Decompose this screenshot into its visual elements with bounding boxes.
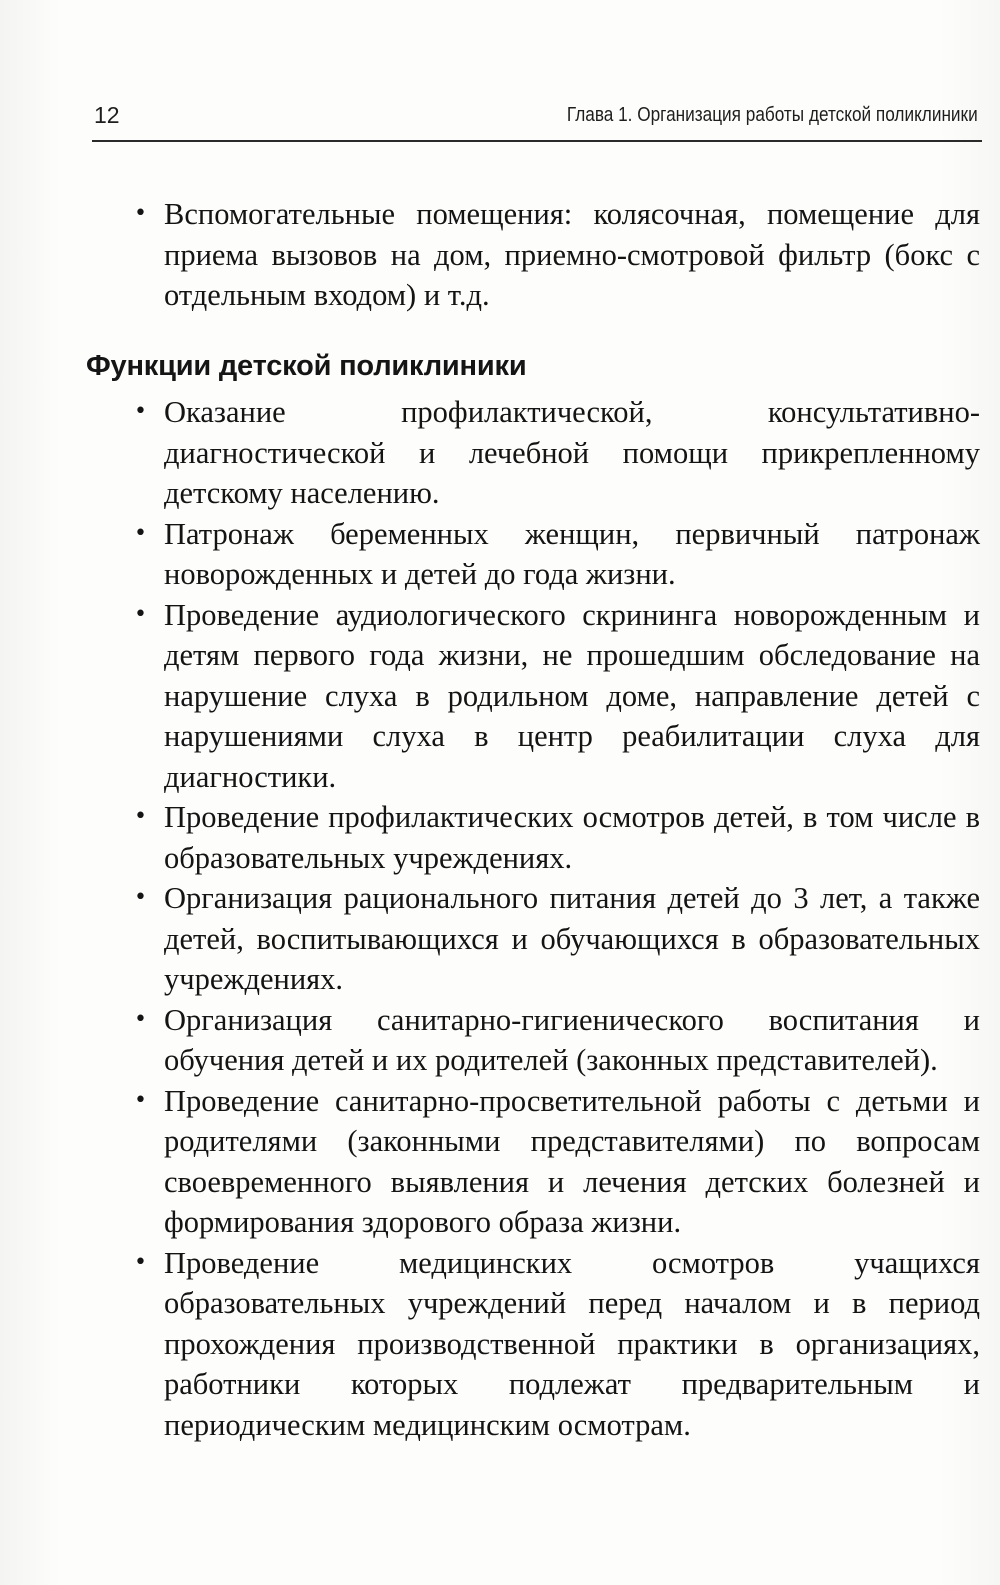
bullet-icon: •	[134, 399, 147, 424]
bullet-icon: •	[134, 601, 147, 627]
list-item	[130, 797, 980, 878]
bullet-icon: •	[134, 1006, 147, 1032]
list-item	[130, 1243, 980, 1446]
list-item-text: Организация рационального питания детей до 3 лет, а также детей, воспитывающихся и обучающихся в образовательных учреждениях.	[164, 881, 980, 996]
list-item	[130, 392, 980, 514]
page-number: 12	[94, 102, 120, 128]
list-item-text: Проведение санитарно-просветительной работы с детьми и родителями (законными представителями) по вопросам своевременного выявления и лечения детских болезней и формирования здорового образа жизни.	[164, 1083, 980, 1239]
list-item	[130, 878, 980, 1000]
bullet-icon: •	[134, 201, 147, 226]
running-header	[92, 100, 982, 142]
bullet-icon: •	[134, 885, 147, 910]
list-item	[130, 595, 980, 798]
chapter-title: Глава 1. Организация работы детской поликлиники	[567, 104, 978, 126]
list-item-text: Организация санитарно-гигиенического воспитания и обучения детей и их родителей (законных представителей).	[164, 1002, 980, 1077]
bullet-icon: •	[134, 804, 147, 829]
list-item	[130, 514, 980, 595]
list-item-text: Проведение медицинских осмотров учащихся образовательных учреждений перед началом и в период прохождения производственной практики в организациях, работники которых подлежат предварительным и периодическим медицинским осмотрам.	[164, 1245, 980, 1442]
section-heading: Функции детской поликлиники	[86, 350, 527, 382]
list-item-text: Проведение аудиологического скрининга новорожденным и детям первого года жизни, не прошедшим обследование на нарушение слуха в родильном доме, направление детей с нарушениями слуха в центр реабилитации слуха для диагностики.	[164, 597, 980, 794]
list-item-text: Оказание профилактической, консультативно-диагностической и лечебной помощи прикрепленному детскому населению.	[164, 395, 980, 510]
list-item	[130, 1000, 980, 1081]
list-item	[130, 1081, 980, 1243]
list-item-text: Патронаж беременных женщин, первичный патронаж новорожденных и детей до года жизни.	[164, 516, 980, 591]
intro-bullet-list	[130, 194, 980, 316]
functions-bullet-list	[130, 392, 980, 1445]
list-item-text: Проведение профилактических осмотров детей, в том числе в образовательных учреждениях.	[164, 800, 980, 875]
bullet-icon: •	[134, 1249, 147, 1275]
bullet-icon: •	[134, 520, 147, 546]
list-item-text: Вспомогательные помещения: колясочная, помещение для приема вызовов на дом, приемно-смотровой фильтр (бокс с отдельным входом) и т.д.	[164, 197, 980, 312]
list-item	[130, 194, 980, 316]
bullet-icon: •	[134, 1087, 147, 1113]
